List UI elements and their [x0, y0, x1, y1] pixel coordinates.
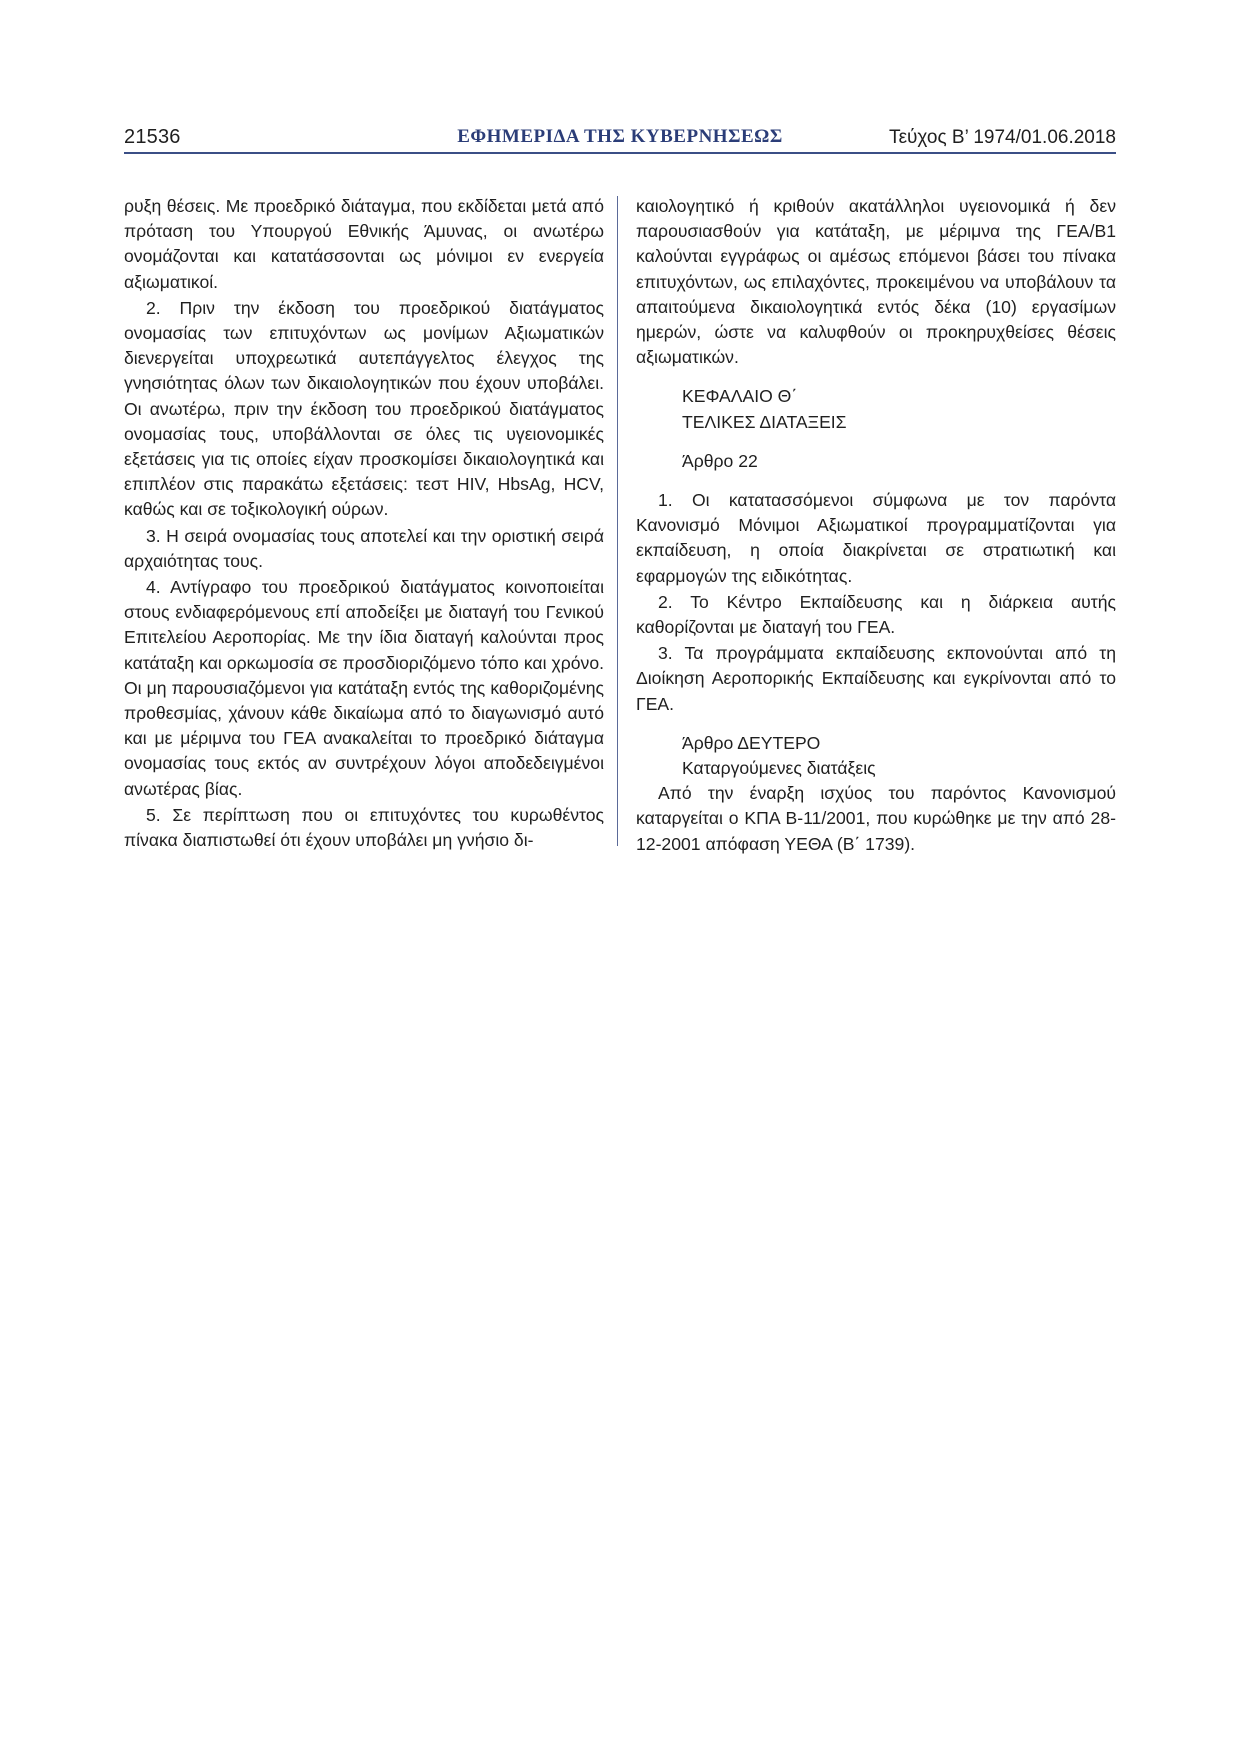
gazette-title: ΕΦΗΜΕΡΙΔΑ ΤΗΣ ΚΥΒΕΡΝΗΣΕΩΣ [457, 126, 783, 147]
paragraph: 2. Το Κέντρο Εκπαίδευσης και η διάρκεια αυτής καθορίζονται με διαταγή του ΓΕΑ. [636, 591, 1116, 638]
page-number: 21536 [124, 126, 181, 148]
left-column [124, 194, 604, 854]
right-column [636, 194, 1116, 858]
paragraph: 1. Οι κατατασσόμενοι σύμφωνα με τον παρόντα Κανονισμό Μόνιμοι Αξιωματικοί προγραμματίζονται για εκπαίδευση, η οποία διακρίνεται σε στρατιωτική και εφαρμογών της ειδικότητας. [636, 490, 1116, 586]
article-title: Καταργούμενες διατάξεις [682, 758, 876, 779]
page-header [124, 122, 1116, 154]
article-heading: Άρθρο 22 [682, 450, 758, 471]
chapter-title: ΤΕΛΙΚΕΣ ΔΙΑΤΑΞΕΙΣ [682, 411, 847, 432]
paragraph: 3. Τα προγράμματα εκπαίδευσης εκπονούνται από τη Διοίκηση Αεροπορικής Εκπαίδευσης και εγκρίνονται από το ΓΕΑ. [636, 643, 1116, 714]
paragraph: Από την έναρξη ισχύος του παρόντος Κανονισμού καταργείται ο ΚΠΑ Β-11/2001, που κυρώθηκε με την από 28-12-2001 απόφαση ΥΕΘΑ (Β΄ 1739). [636, 783, 1116, 854]
paragraph: καιολογητικό ή κριθούν ακατάλληλοι υγειονομικά ή δεν παρουσιασθούν για κατάταξη, με μέριμνα της ΓΕΑ/Β1 καλούνται εγγράφως οι αμέσως επόμενοι βάσει του πίνακα επιτυχόντων, ως επιλαχόντες, προκειμένου να υποβάλουν τα απαιτούμενα δικαιολογητικά εντός δέκα (10) εργασίμων ημερών, ώστε να καλυφθούν οι προκηρυχθείσες θέσεις αξιωματικών. [636, 196, 1116, 368]
paragraph: ρυξη θέσεις. Με προεδρικό διάταγμα, που εκδίδεται μετά από πρόταση του Υπουργού Εθνικής Άμυνας, οι ανωτέρω ονομάζονται και κατατάσσονται ως μόνιμοι εν ενεργεία αξιωματικοί. [124, 196, 604, 292]
article-heading: Άρθρο ΔΕΥΤΕΡΟ [682, 732, 821, 753]
paragraph: 5. Σε περίπτωση που οι επιτυχόντες του κυρωθέντος πίνακα διαπιστωθεί ότι έχουν υποβάλει μη γνήσιο δι- [124, 804, 604, 851]
chapter-label: ΚΕΦΑΛΑΙΟ Θ΄ [682, 386, 798, 407]
paragraph: 3. Η σειρά ονομασίας τους αποτελεί και την οριστική σειρά αρχαιότητας τους. [124, 525, 604, 571]
paragraph: 4. Αντίγραφο του προεδρικού διατάγματος κοινοποιείται στους ενδιαφερόμενους επί αποδείξει με διαταγή του Γενικού Επιτελείου Αεροπορίας. Με την ίδια διαταγή καλούνται προς κατάταξη και ορκωμοσία σε προσδιοριζόμενο τόπο και χρόνο. Οι μη παρουσιαζόμενοι για κατάταξη εντός της καθοριζομένης προθεσμίας, χάνουν κάθε δικαίωμα από το διαγωνισμό αυτό και με μέριμνα του ΓΕΑ ανακαλείται το προεδρικό διάταγμα ονομασίας τους εκτός αν συντρέχουν λόγοι αποδεδειγμένοι ανωτέρας βίας. [124, 577, 604, 799]
issue-reference: Τεύχος Β’ 1974/01.06.2018 [889, 127, 1116, 148]
column-divider [617, 196, 618, 846]
header-rule [124, 152, 1116, 154]
paragraph: 2. Πριν την έκδοση του προεδρικού διατάγματος ονομασίας των επιτυχόντων ως μονίμων Αξιωματικών διενεργείται υποχρεωτικά αυτεπάγγελτος έλεγχος της γνησιότητας όλων των δικαιολογητικών που έχουν υποβάλει. Οι ανωτέρω, πριν την έκδοση του προεδρικού διατάγματος ονομασίας τους, υποβάλλονται σε όλες τις υγειονομικές εξετάσεις για τις οποίες είχαν προσκομίσει δικαιολογητικά και επιπλέον στις παρακάτω εξετάσεις: τεστ HIV, HbsAg, HCV, καθώς και σε τοξικολογική ούρων. [124, 297, 604, 520]
